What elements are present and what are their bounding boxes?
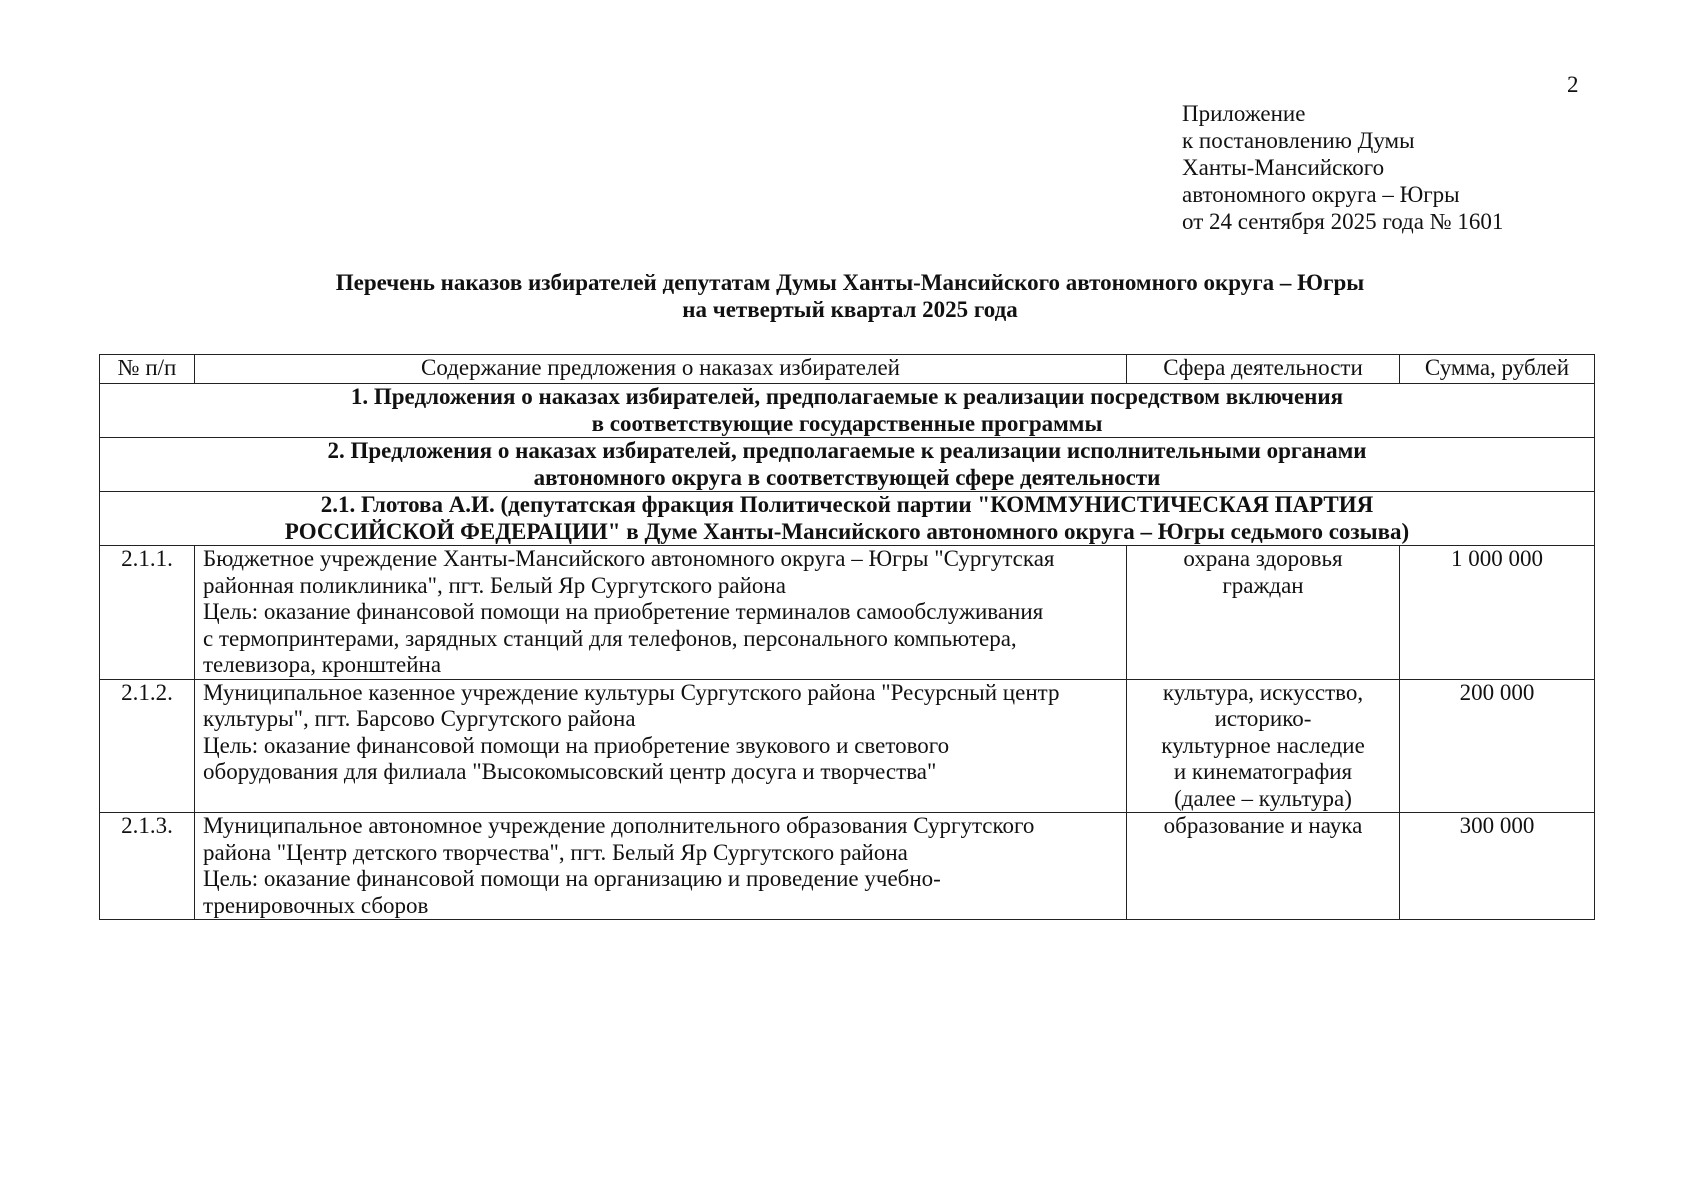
row-content-line: тренировочных сборов (203, 892, 429, 918)
row-content-line: района "Центр детского творчества", пгт. Белый Яр Сургутского района (203, 839, 908, 865)
table-header-row (100, 355, 1595, 384)
row-content-line: телевизора, кронштейна (203, 652, 442, 677)
section-heading-2 (100, 438, 1595, 492)
header-content: Содержание предложения о наказах избирателей (195, 355, 1127, 384)
row-content-line: районная поликлиника", пгт. Белый Яр Сургутского района (203, 572, 786, 598)
section-heading-line: автономного округа в соответствующей сфере деятельности (533, 464, 1161, 490)
table-row (100, 546, 1595, 680)
table-row (100, 679, 1595, 813)
row-sphere (1127, 546, 1400, 680)
appendix-line: Ханты-Мансийского (1182, 155, 1385, 180)
row-number: 2.1.2. (100, 679, 195, 813)
row-content (195, 546, 1127, 680)
section-heading-line: РОССИЙСКОЙ ФЕДЕРАЦИИ" в Думе Ханты-Мансийского автономного округа – Югры седьмого созыва) (284, 518, 1410, 544)
row-content-line: Цель: оказание финансовой помощи на организацию и проведение учебно- (203, 866, 941, 891)
header-num: № п/п (100, 355, 195, 384)
row-sphere-line: (далее – культура) (1174, 785, 1352, 811)
document-title (100, 269, 1600, 323)
row-content-line: Цель: оказание финансовой помощи на приобретение звукового и светового (203, 732, 950, 758)
document-title-line-2: на четвертый квартал 2025 года (682, 297, 1018, 322)
row-sum: 1 000 000 (1400, 546, 1595, 680)
row-content-line: Бюджетное учреждение Ханты-Мансийского автономного округа – Югры "Сургутская (203, 546, 1055, 571)
row-content (195, 679, 1127, 813)
section-heading-line: 2. Предложения о наказах избирателей, предполагаемые к реализации исполнительными органами (327, 438, 1367, 463)
row-number: 2.1.1. (100, 546, 195, 680)
row-sphere-line: охрана здоровья (1183, 546, 1343, 571)
row-content-line: оборудования для филиала "Высокомысовский центр досуга и творчества" (203, 759, 937, 784)
section-heading-line: в соответствующие государственные программы (591, 410, 1103, 436)
section-row-1 (100, 384, 1595, 438)
row-sum: 200 000 (1400, 679, 1595, 813)
row-number: 2.1.3. (100, 813, 195, 920)
appendix-block (1182, 100, 1503, 235)
appendix-line: Приложение (1182, 101, 1306, 126)
row-content-line: Муниципальное казенное учреждение культуры Сургутского района "Ресурсный центр (203, 679, 1060, 705)
row-sphere-line: культура, искусство, (1162, 679, 1364, 705)
page-number: 2 (1567, 72, 1579, 97)
row-content-line: Муниципальное автономное учреждение дополнительного образования Сургутского (203, 813, 1035, 838)
section-row-2-1 (100, 492, 1595, 546)
row-content-line: Цель: оказание финансовой помощи на приобретение терминалов самообслуживания (203, 599, 1044, 624)
section-heading-line: 1. Предложения о наказах избирателей, предполагаемые к реализации посредством включения (350, 384, 1344, 409)
header-sum: Сумма, рублей (1400, 355, 1595, 384)
section-heading-line: 2.1. Глотова А.И. (депутатская фракция Политической партии "КОММУНИСТИЧЕСКАЯ ПАРТИЯ (320, 492, 1374, 517)
appendix-line: к постановлению Думы (1182, 128, 1415, 153)
orders-table (99, 354, 1595, 920)
table-row (100, 813, 1595, 920)
appendix-line: автономного округа – Югры (1182, 182, 1460, 207)
header-sphere: Сфера деятельности (1127, 355, 1400, 384)
row-content (195, 813, 1127, 920)
appendix-line: от 24 сентября 2025 года № 1601 (1182, 209, 1504, 234)
row-sum: 300 000 (1400, 813, 1595, 920)
document-title-line-1: Перечень наказов избирателей депутатам Думы Ханты-Мансийского автономного округа – Югры (335, 270, 1365, 295)
row-sphere (1127, 813, 1400, 920)
row-content-line: культуры", пгт. Барсово Сургутского района (203, 706, 636, 731)
row-content-line: с термопринтерами, зарядных станций для телефонов, персонального компьютера, (203, 625, 1017, 651)
row-sphere-line: образование и наука (1163, 813, 1363, 838)
section-row-2 (100, 438, 1595, 492)
row-sphere-line: граждан (1222, 572, 1304, 598)
row-sphere-line: и кинематография (1173, 759, 1353, 784)
row-sphere (1127, 679, 1400, 813)
section-heading-1 (100, 384, 1595, 438)
section-heading-2-1 (100, 492, 1595, 546)
row-sphere-line: историко- (1214, 706, 1312, 731)
row-sphere-line: культурное наследие (1161, 732, 1365, 758)
